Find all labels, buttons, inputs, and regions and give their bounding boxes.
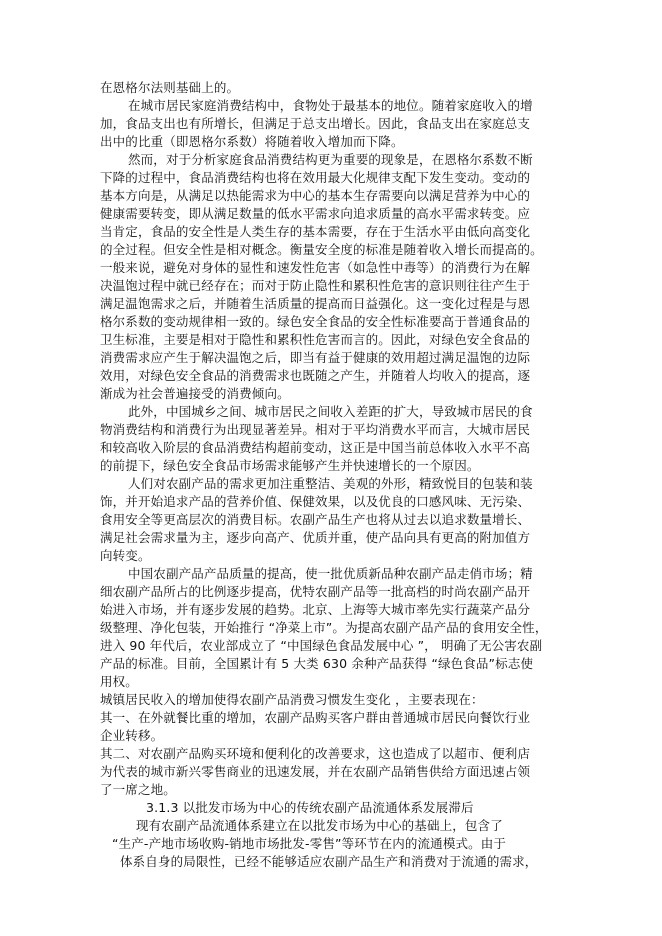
- text-line: 效用，对绿色安全食品的消费需求也既随之产生，并随着人均收入的提高，逐: [100, 368, 531, 383]
- text-line: 然而，对于分析家庭食品消费结构更为重要的现象是，在恩格尔系数不断: [128, 152, 533, 167]
- text-line: 渐成为社会普遍接受的消费倾向。: [100, 386, 290, 401]
- text-line: 中国农副产品产品质量的提高，使一批优质新品种农副产品走俏市场；精: [128, 566, 533, 581]
- text-line: 健康需要转变，即从满足数量的低水平需求向追求质量的高水平需求转变。应: [100, 206, 531, 221]
- text-line: 级整理、净化包装，开始推行 “净菜上市”。为提高农副产品产品的食用安全性，: [100, 620, 548, 635]
- text-line: 了一席之地。: [100, 782, 176, 797]
- text-line: 一般来说，避免对身体的显性和速发性危害（如急性中毒等）的消费行为在解: [100, 260, 531, 275]
- text-line: 加，食品支出也有所增长，但满足于总支出增长。因此，食品支出在家庭总支: [100, 116, 531, 131]
- text-line: 始进入市场，并有逐步发展的趋势。北京、上海等大城市率先实行蔬菜产品分: [100, 602, 531, 617]
- text-line: 基本方向是，从满足以热能需求为中心的基本生存需要向以满足营养为中心的: [100, 188, 531, 203]
- text-line: 物消费结构和消费行为出现显著差异。相对于平均消费水平而言，大城市居民: [100, 422, 531, 437]
- text-line: 当肯定，食品的安全性是人类生存的基本需要，存在于生活水平由低向高变化: [100, 224, 531, 239]
- text-line: 其二、对农副产品购买环境和便利化的改善要求，这也造成了以超市、便利店: [100, 746, 531, 761]
- text-line: 体系自身的局限性，已经不能够适应农副产品生产和消费对于流通的需求，: [120, 854, 538, 869]
- text-line: 进入 90 年代后，农业部成立了 “中国绿色食品发展中心 ”， 明确了无公害农副: [100, 638, 543, 653]
- text-line: 向转变。: [100, 548, 151, 563]
- text-line: 卫生标准，主要是相对于隐性和累积性危害而言的。因此，对绿色安全食品的: [100, 332, 531, 347]
- text-line: 出中的比重（即恩格尔系数）将随着收入增加而下降。: [100, 134, 404, 149]
- text-line: 为代表的城市新兴零售商业的迅速发展，并在农副产品销售供给方面迅速占领: [100, 764, 531, 779]
- section-heading: 3.1.3 以批发市场为中心的传统农副产品流通体系发展滞后: [146, 800, 474, 815]
- text-line: 现有农副产品流通体系建立在以批发市场为中心的基础上，包含了: [136, 818, 503, 833]
- text-line: “生产-产地市场收购-销地市场批发-零售”等环节在内的流通模式。由于: [112, 836, 507, 851]
- text-line: 决温饱过程中就已经存在；而对于防止隐性和累积性危害的意识则往往产生于: [100, 278, 531, 293]
- text-line: 下降的过程中，食品消费结构也将在效用最大化规律支配下发生变动。变动的: [100, 170, 531, 185]
- text-line: 产品的标准。目前，全国累计有 5 大类 630 余种产品获得 “绿色食品”标志使: [100, 656, 534, 671]
- text-line: 企业转移。: [100, 728, 164, 743]
- text-line: 的前提下，绿色安全食品市场需求能够产生并快速增长的一个原因。: [100, 458, 480, 473]
- text-line: 在城市居民家庭消费结构中，食物处于最基本的地位。随着家庭收入的增: [128, 98, 533, 113]
- text-line: 的全过程。但安全性是相对概念。衡量安全度的标准是随着收入增长而提高的。: [100, 242, 543, 257]
- text-line: 细农副产品所占的比例逐步提高，优特农副产品等一批高档的时尚农副产品开: [100, 584, 531, 599]
- text-line: 饰，并开始追求产品的营养价值、保健效果，以及优良的口感风味、无污染、: [100, 494, 531, 509]
- text-line: 食用安全等更高层次的消费目标。农副产品生产也将从过去以追求数量增长、: [100, 512, 531, 527]
- text-line: 和较高收入阶层的食品消费结构超前变动，这正是中国当前总体收入水平不高: [100, 440, 531, 455]
- text-line: 用权。: [100, 674, 138, 689]
- text-line: 消费需求应产生于解决温饱之后，即当有益于健康的效用超过满足温饱的边际: [100, 350, 531, 365]
- text-line: 人们对农副产品的需求更加注重整洁、美观的外形，精致悦目的包装和装: [128, 476, 533, 491]
- text-line: 满足温饱需求之后，并随着生活质量的提高而日益强化。这一变化过程是与恩: [100, 296, 531, 311]
- text-line: 城镇居民收入的增加使得农副产品消费习惯发生变化 ，主要表现在：: [100, 692, 484, 707]
- text-line: 在恩格尔法则基础上的。: [100, 80, 240, 95]
- text-line: 此外，中国城乡之间、城市居民之间收入差距的扩大，导致城市居民的食: [128, 404, 533, 419]
- text-line: 满足社会需求量为主，逐步向高产、优质并重，使产品向具有更高的附加值方: [100, 530, 531, 545]
- text-line: 其一、在外就餐比重的增加，农副产品购买客户群由普通城市居民向餐饮行业: [100, 710, 531, 725]
- text-line: 格尔系数的变动规律相一致的。绿色安全食品的安全性标准要高于普通食品的: [100, 314, 531, 329]
